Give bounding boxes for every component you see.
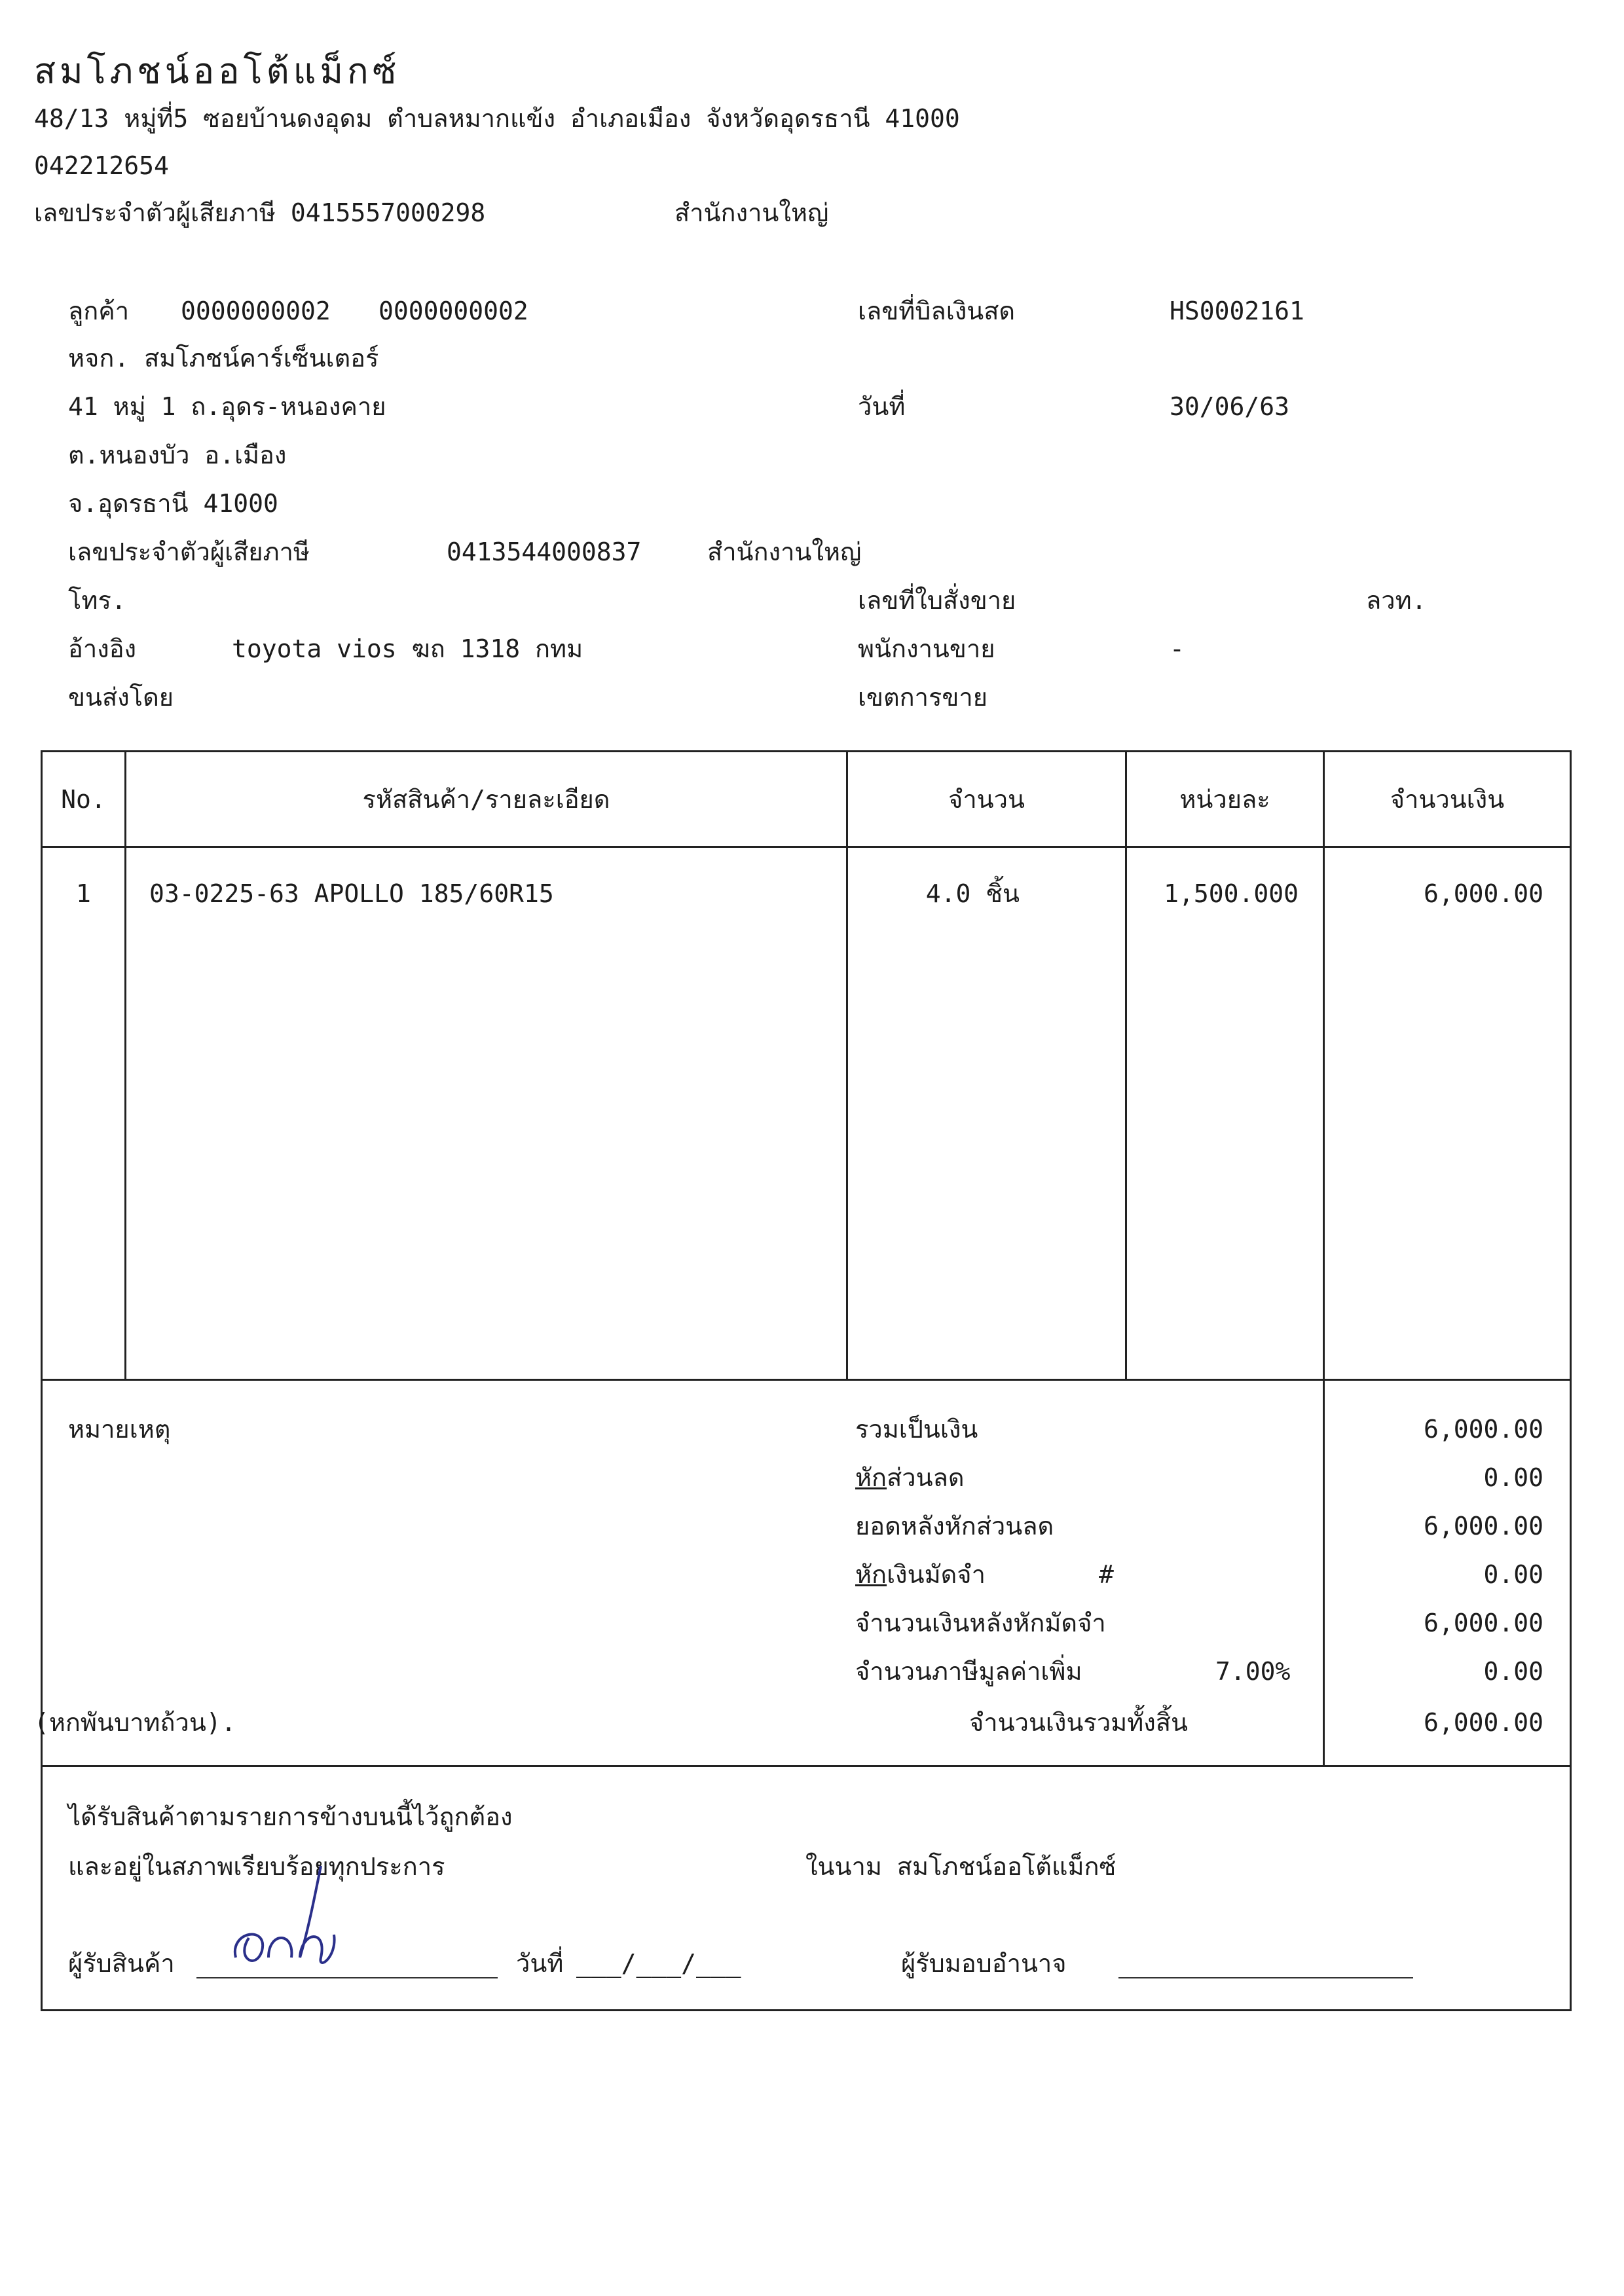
col-divider-2 (846, 750, 848, 1381)
grand-total-label: จำนวนเงินรวมทั้งสิ้น (969, 1708, 1188, 1737)
col-header-unit-price: หน่วยละ (1179, 785, 1270, 814)
customer-address-1: 41 หมู่ 1 ถ.อุดร-หนองคาย (68, 392, 386, 421)
grand-total-value: 6,000.00 (1423, 1708, 1543, 1737)
col-header-quantity: จำนวน (948, 785, 1025, 814)
authorized-signature-line (1118, 1977, 1413, 1978)
row-description: 03-0225-63 APOLLO 185/60R15 (149, 879, 554, 908)
bill-date-label: วันที่ (858, 392, 906, 421)
col-header-no: No. (61, 785, 106, 814)
deposit-value: 0.00 (1483, 1560, 1543, 1589)
col-divider-3 (1125, 750, 1127, 1381)
table-border-top (41, 750, 1572, 752)
company-name: สมโภชน์ออโต้แม็กซ์ (34, 50, 401, 92)
table-header-divider (41, 846, 1572, 848)
receiver-signature (223, 1859, 380, 1977)
customer-code: 0000000002 (181, 297, 331, 325)
after-discount-label: ยอดหลังหักส่วนลด (855, 1512, 1054, 1540)
col-divider-1 (124, 750, 126, 1381)
receiver-label: ผู้รับสินค้า (68, 1949, 175, 1978)
summary-divider (41, 1765, 1572, 1767)
customer-address-2: ต.หนองบัว อ.เมือง (68, 441, 287, 469)
discount-value: 0.00 (1483, 1463, 1543, 1492)
deposit-label-rest: เงินมัดจำ (887, 1560, 986, 1589)
vat-value: 0.00 (1483, 1657, 1543, 1686)
customer-branch: สำนักงานใหญ่ (707, 538, 862, 566)
footer-received-line-2: และอยู่ในสภาพเรียบร้อยทุกประการ (68, 1852, 445, 1881)
customer-name: หจก. สมโภชน์คาร์เซ็นเตอร์ (68, 344, 379, 373)
discount-label-rest: ส่วนลด (887, 1463, 965, 1492)
table-border-right (1570, 750, 1572, 2011)
subtotal-label: รวมเป็นเงิน (855, 1415, 978, 1444)
shipping-label: ขนส่งโดย (68, 683, 174, 712)
after-deposit-value: 6,000.00 (1423, 1609, 1543, 1637)
bill-no-label: เลขที่บิลเงินสด (858, 297, 1016, 325)
discount-label (855, 1465, 965, 1490)
col-header-amount: จำนวนเงิน (1390, 785, 1505, 814)
subtotal-value: 6,000.00 (1423, 1415, 1543, 1444)
customer-code-2: 0000000002 (378, 297, 528, 325)
customer-taxid: 0413544000837 (447, 538, 642, 566)
authorized-label: ผู้รับมอบอำนาจ (901, 1949, 1067, 1978)
customer-address-3: จ.อุดรธานี 41000 (68, 489, 278, 518)
after-discount-value: 6,000.00 (1423, 1512, 1543, 1540)
on-behalf-of: ในนาม สมโภชน์ออโต้แม็กซ์ (805, 1852, 1116, 1881)
customer-label: ลูกค้า (68, 297, 130, 325)
company-address: 48/13 หมู่ที่5 ซอยบ้านดงอุดม ตำบลหมากแข้ง อำเภอเมือง จังหวัดอุดรธานี 41000 (34, 104, 960, 133)
remark-label: หมายเหตุ (68, 1415, 171, 1444)
salesperson-label: พนักงานขาย (858, 634, 995, 663)
bill-date: 30/06/63 (1170, 392, 1290, 421)
deposit-hash: # (1099, 1560, 1114, 1589)
row-no: 1 (76, 879, 91, 908)
company-taxid: เลขประจำตัวผู้เสียภาษี 0415557000298 (34, 198, 486, 227)
sales-area-label: เขตการขาย (858, 683, 987, 712)
company-branch: สำนักงานใหญ่ (674, 198, 829, 227)
customer-taxid-label: เลขประจำตัวผู้เสียภาษี (68, 538, 310, 566)
deposit-label-prefix: หัก (855, 1560, 887, 1589)
deposit-label (855, 1562, 986, 1587)
bill-no: HS0002161 (1170, 297, 1304, 325)
customer-phone-label: โทร. (68, 586, 126, 615)
amount-in-words: (หกพันบาทถ้วน). (34, 1708, 236, 1737)
row-unit-price: 1,500.000 (1164, 879, 1299, 908)
table-border-left (41, 750, 43, 2011)
sales-order-value: ลวท. (1366, 586, 1427, 615)
receiver-signature-line (196, 1977, 498, 1978)
vat-rate: 7.00% (1215, 1657, 1291, 1686)
after-deposit-label: จำนวนเงินหลังหักมัดจำ (855, 1609, 1106, 1637)
salesperson-value: - (1170, 634, 1185, 663)
footer-received-line-1: ได้รับสินค้าตามรายการข้างบนนี้ไว้ถูกต้อง (68, 1802, 513, 1831)
receive-date-label: วันที่ (516, 1949, 564, 1978)
company-phone: 042212654 (34, 151, 169, 180)
reference-value: toyota vios ฆถ 1318 กทม (232, 634, 583, 663)
col-header-description: รหัสสินค้า/รายละเอียด (362, 785, 610, 814)
table-items-divider (41, 1379, 1572, 1381)
vat-label: จำนวนภาษีมูลค่าเพิ่ม (855, 1657, 1082, 1686)
reference-label: อ้างอิง (68, 634, 137, 663)
row-quantity: 4.0 ชิ้น (925, 879, 1020, 908)
row-amount: 6,000.00 (1423, 879, 1543, 908)
sales-order-label: เลขที่ใบสั่งขาย (858, 586, 1016, 615)
table-border-bottom (41, 2009, 1572, 2011)
receive-date-blank: ___/___/___ (576, 1949, 741, 1978)
discount-label-prefix: หัก (855, 1463, 887, 1492)
